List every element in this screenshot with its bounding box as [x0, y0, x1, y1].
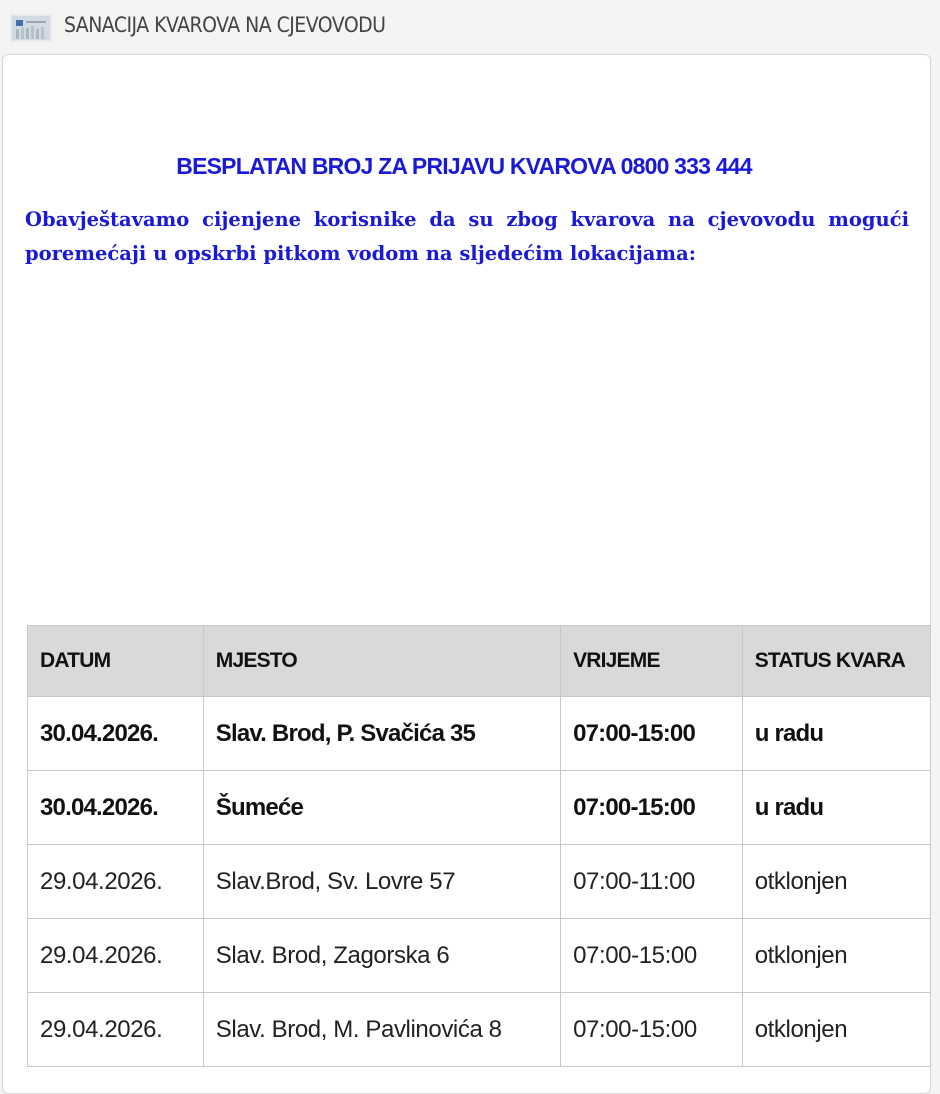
cell-status: otklonjen	[742, 919, 930, 993]
cell-status: u radu	[742, 697, 930, 771]
table-row	[28, 919, 931, 993]
cell-date: 30.04.2026.	[28, 697, 204, 771]
table-row	[28, 771, 931, 845]
cell-place: Slav. Brod, Zagorska 6	[203, 919, 560, 993]
table-row	[28, 697, 931, 771]
cell-place: Slav.Brod, Sv. Lovre 57	[203, 845, 560, 919]
hotline-heading: BESPLATAN BROJ ZA PRIJAVU KVAROVA 0800 333 444	[176, 153, 752, 179]
cell-place: Slav. Brod, P. Svačića 35	[203, 697, 560, 771]
news-icon	[10, 14, 52, 42]
cell-status: u radu	[742, 771, 930, 845]
column-header-date: DATUM	[28, 626, 204, 697]
column-header-time: VRIJEME	[561, 626, 743, 697]
cell-status: otklonjen	[742, 845, 930, 919]
cell-date: 30.04.2026.	[28, 771, 204, 845]
cell-time: 07:00-15:00	[561, 771, 743, 845]
cell-status: otklonjen	[742, 993, 930, 1067]
cell-time: 07:00-15:00	[561, 993, 743, 1067]
table-row	[28, 993, 931, 1067]
cell-place: Slav. Brod, M. Pavlinovića 8	[203, 993, 560, 1067]
faults-table	[27, 625, 931, 1067]
table-body	[28, 697, 931, 1067]
content-panel	[2, 54, 931, 1094]
cell-place: Šumeće	[203, 771, 560, 845]
cell-time: 07:00-15:00	[561, 697, 743, 771]
cell-date: 29.04.2026.	[28, 919, 204, 993]
notice-text: Obavještavamo cijenjene korisnike da su zbog kvarova na cjevovodu mogući poremećaji u opskrbi pitkom vodom na sljedećim lokacijama:	[25, 208, 909, 265]
cell-date: 29.04.2026.	[28, 845, 204, 919]
column-header-status: STATUS KVARA	[742, 626, 930, 697]
table-row	[28, 845, 931, 919]
cell-time: 07:00-11:00	[561, 845, 743, 919]
column-header-place: MJESTO	[203, 626, 560, 697]
page-title: SANACIJA KVAROVA NA CJEVOVODU	[64, 13, 386, 37]
cell-date: 29.04.2026.	[28, 993, 204, 1067]
cell-time: 07:00-15:00	[561, 919, 743, 993]
page-header	[0, 0, 940, 52]
table-header-row	[28, 626, 931, 697]
